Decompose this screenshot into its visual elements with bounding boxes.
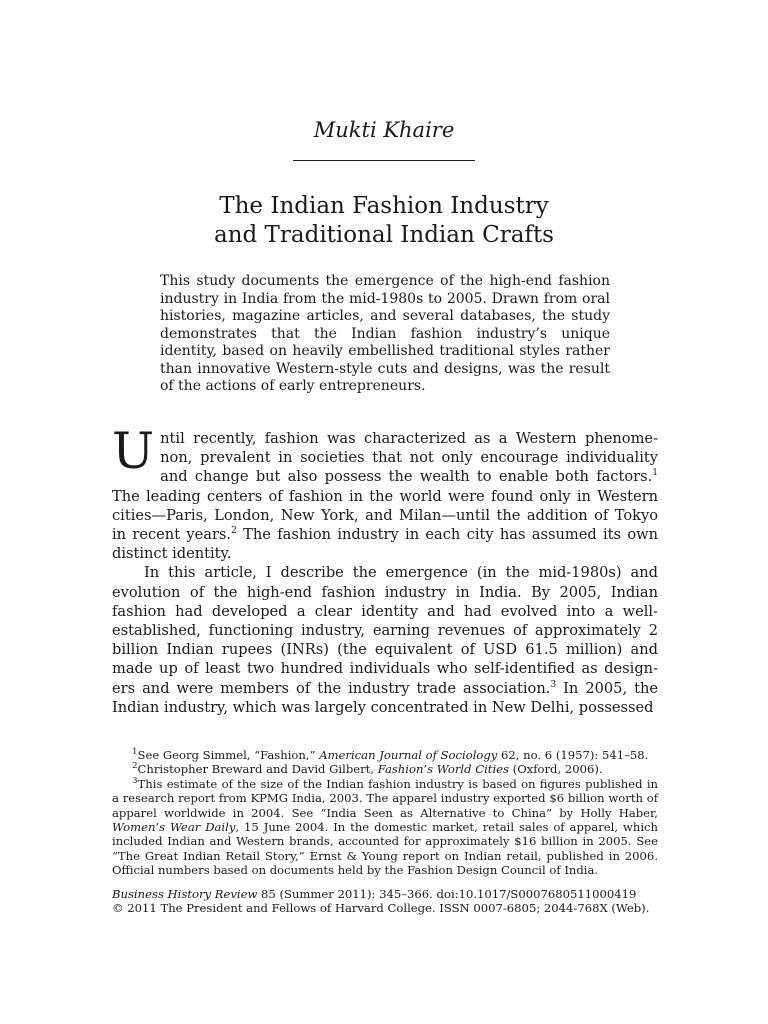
footnote-3-text-a: This estimate of the size of the Indian fashion industry is based on figures published in a research report from KPMG India, 2003. The apparel industry exported $6 billion worth of apparel worldwide in 2004. See “India Seen as Alternative to China” by Holly Haber, xyxy=(112,776,658,820)
footnote-ref-1[interactable]: 1 xyxy=(652,468,658,479)
body-text xyxy=(112,422,658,717)
footnote-3-text-b: , 15 June 2004. In the domestic market, retail sales of apparel, which included Indian and Western brands, accounted for approximately $16 billion in 2005. See “The Great Indian Retail Story,” Ernst & Young report on Indian retail, published in 2006. Official numbers based on documents held by the Fashion Design Council of India. xyxy=(112,820,658,878)
footnote-ref-2[interactable]: 2 xyxy=(231,526,237,537)
p2-text-a: In this article, I describe the emergence (in the mid-1980s) and evolution of the high-end fashion industry in India. By 2005, Indian fashion had developed a clear identity and had evolved into a well-established, functioning industry, earning revenues of approximately 2 billion Indian rupees (INRs) (the equivalent of USD 61.5 million) and made up of least two hundred individuals who self-identified as design-ers and were members of the industry trade association. xyxy=(112,564,658,697)
footnotes xyxy=(112,748,658,878)
journal-info xyxy=(112,887,658,916)
abstract: This study documents the emergence of the high-end fashion industry in India from the mid-1980s to 2005. Drawn from oral histories, magazine articles, and several databases, the study demonstrates that the Indian fashion industry’s unique identity, based on heavily embellished traditional styles rather than innovative Western-style cuts and designs, was the result of the actions of early entrepreneurs. xyxy=(160,273,610,394)
body-paragraph-1 xyxy=(112,422,658,563)
footnote-1-text-b: 62, no. 6 (1957): 541–58. xyxy=(497,748,649,762)
footnote-1-journal: American Journal of Sociology xyxy=(319,748,498,762)
article-title xyxy=(0,192,768,250)
body-paragraph-2 xyxy=(112,563,658,717)
title-rule xyxy=(293,160,475,161)
footnote-2-text-a: Christopher Breward and David Gilbert, xyxy=(137,762,378,777)
footnote-1 xyxy=(112,748,658,762)
footnote-3 xyxy=(112,777,658,878)
footnote-ref-3[interactable]: 3 xyxy=(550,679,557,690)
journal-citation: 85 (Summer 2011): 345–366. doi:10.1017/S0007680511000419 xyxy=(257,887,637,901)
p1-text-c: The fashion industry in each city has assumed its own distinct identity. xyxy=(112,526,658,563)
footnote-3-number: 3 xyxy=(132,775,138,786)
footnote-2-book: Fashion’s World Cities xyxy=(377,762,509,777)
footnote-3-publication: Women’s Wear Daily xyxy=(112,820,236,835)
author-name: Mukti Khaire xyxy=(313,118,455,142)
journal-copyright: © 2011 The President and Fellows of Harvard College. ISSN 0007-6805; 2044-768X (Web). xyxy=(112,901,650,916)
p2-text-b: In 2005, the Indian industry, which was largely concentrated in New Delhi, possessed xyxy=(112,679,658,716)
p1-text-b: The leading centers of fashion in the world were found only in Western cities—Paris, London, New York, and Milan—until the addition of Tokyo in recent years. xyxy=(112,487,658,544)
footnote-2-number: 2 xyxy=(132,761,138,772)
p1-text-a: ntil recently, fashion was characterized as a Western phenome-non, prevalent in societies that not only encourage individuality and change but also possess the wealth to enable both factors. xyxy=(160,430,658,486)
footnote-1-number: 1 xyxy=(132,747,138,758)
footnote-2-text-b: (Oxford, 2006). xyxy=(508,762,603,777)
journal-name: Business History Review xyxy=(112,887,258,901)
footnote-2 xyxy=(112,762,658,776)
drop-cap: U xyxy=(112,422,155,480)
title-line-1: The Indian Fashion Industry xyxy=(219,193,549,219)
footnote-1-text-a: See Georg Simmel, “Fashion,” xyxy=(137,748,320,762)
journal-citation-line xyxy=(112,887,658,901)
title-line-2: and Traditional Indian Crafts xyxy=(213,222,554,248)
